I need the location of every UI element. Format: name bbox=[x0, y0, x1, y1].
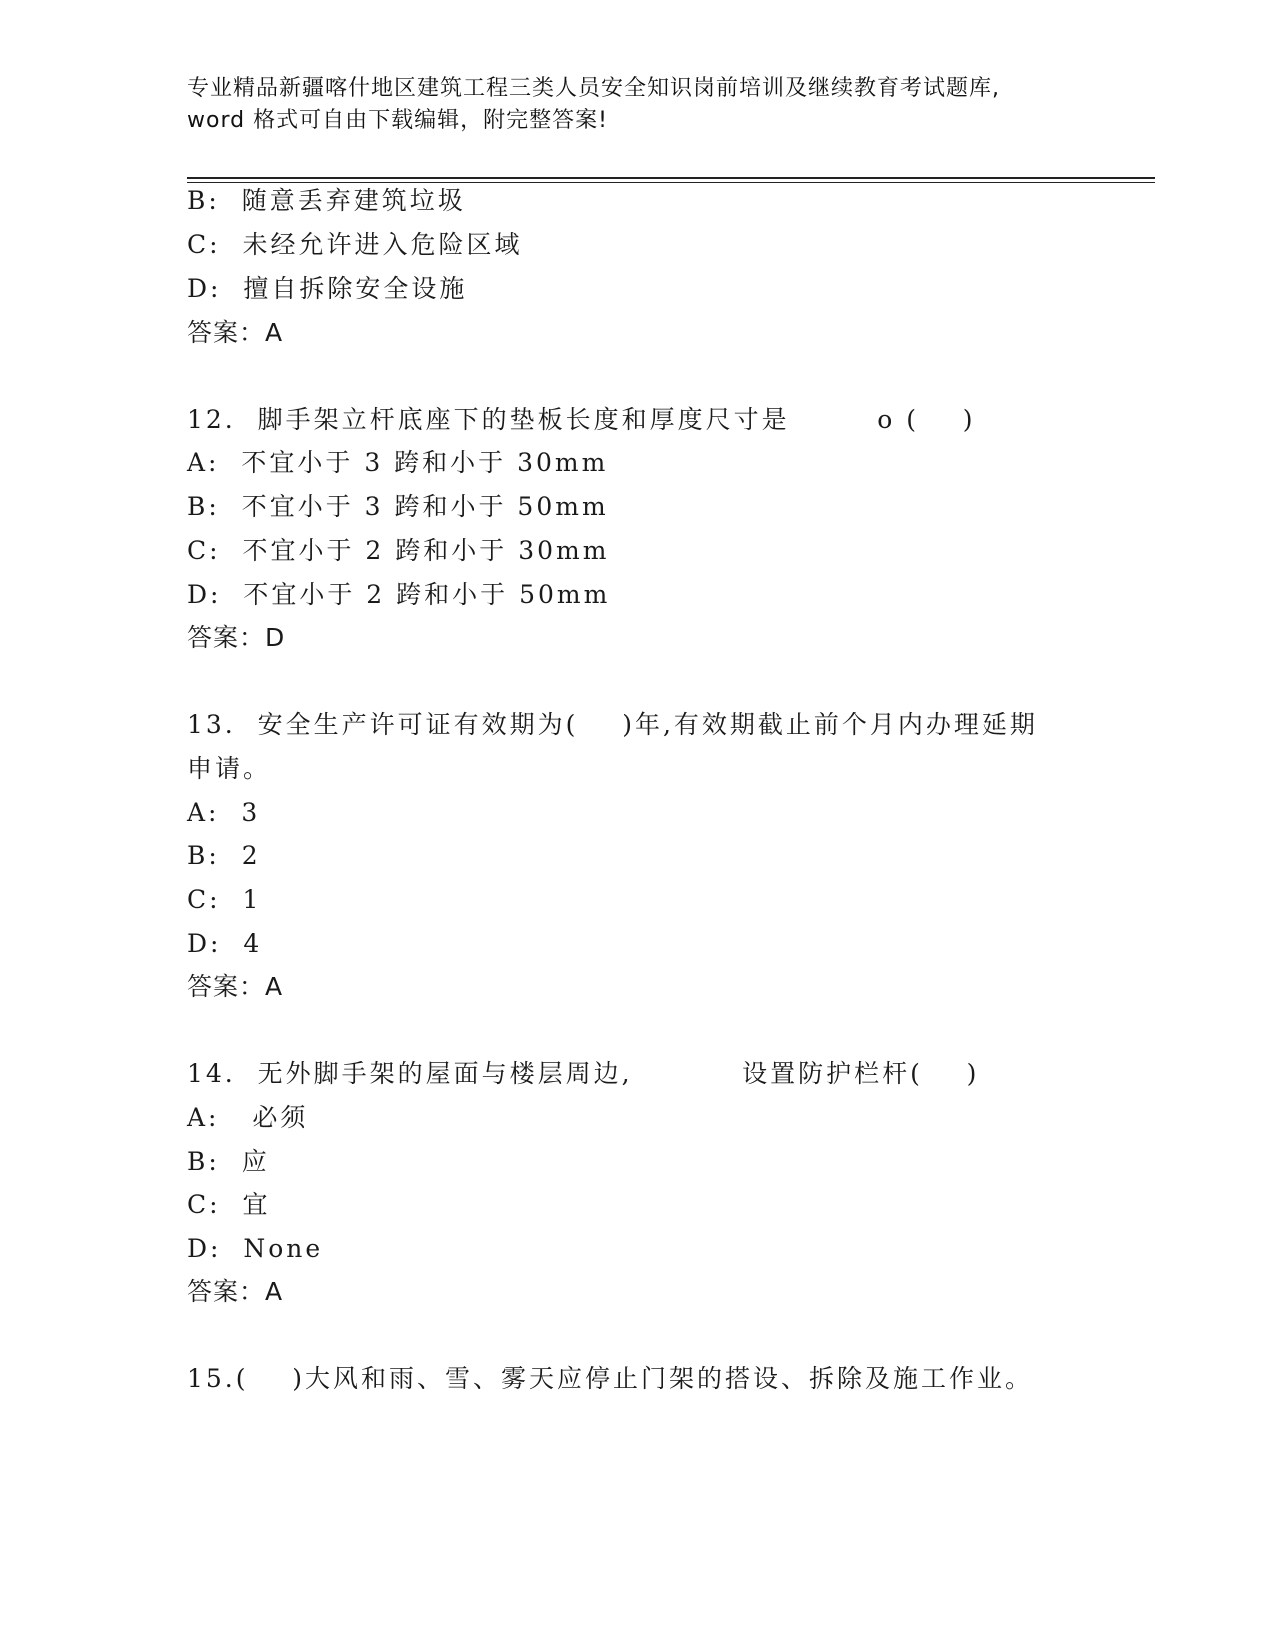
q15-stem: 15.( )大风和雨、雪、雾天应停止门架的搭设、拆除及施工作业。 bbox=[187, 1364, 1034, 1393]
q11-option-d: D: 擅自拆除安全设施 bbox=[187, 274, 468, 303]
header-divider-thick bbox=[187, 177, 1155, 179]
q13-stem-line-1: 13. 安全生产许可证有效期为( )年,有效期截止前个月内办理延期 bbox=[187, 710, 1038, 739]
q12-option-d: D: 不宜小于 2 跨和小于 50mm bbox=[187, 580, 611, 609]
q12-option-a: A: 不宜小于 3 跨和小于 30mm bbox=[187, 448, 609, 477]
q14-option-b: B: 应 bbox=[187, 1147, 270, 1176]
header-title-line-2: word 格式可自由下载编辑，附完整答案! bbox=[187, 108, 608, 133]
q13-option-d: D: 4 bbox=[187, 929, 263, 958]
q12-answer: 答案：D bbox=[187, 623, 286, 652]
q11-answer: 答案：A bbox=[187, 318, 284, 347]
q13-option-c: C: 1 bbox=[187, 885, 262, 914]
q12-stem: 12. 脚手架立杆底座下的垫板长度和厚度尺寸是 o ( ) bbox=[187, 405, 976, 434]
q12-option-c: C: 不宜小于 2 跨和小于 30mm bbox=[187, 536, 610, 565]
q11-option-b: B: 随意丢弃建筑垃圾 bbox=[187, 186, 466, 215]
document-header bbox=[187, 73, 1087, 137]
header-divider-thin bbox=[187, 182, 1155, 183]
q14-stem: 14. 无外脚手架的屋面与楼层周边, 设置防护栏杆( ) bbox=[187, 1059, 980, 1088]
q13-answer: 答案：A bbox=[187, 972, 284, 1001]
q11-option-c: C: 未经允许进入危险区域 bbox=[187, 230, 523, 259]
q14-option-d: D: None bbox=[187, 1234, 324, 1263]
q12-option-b: B: 不宜小于 3 跨和小于 50mm bbox=[187, 492, 609, 521]
q14-answer: 答案：A bbox=[187, 1277, 284, 1306]
q13-stem-line-2: 申请。 bbox=[187, 754, 272, 783]
q14-option-c: C: 宜 bbox=[187, 1190, 271, 1219]
q14-option-a: A: 必须 bbox=[187, 1103, 309, 1132]
header-title-line-1: 专业精品新疆喀什地区建筑工程三类人员安全知识岗前培训及继续教育考试题库, bbox=[187, 76, 1000, 101]
q13-option-a: A: 3 bbox=[187, 798, 261, 827]
q13-option-b: B: 2 bbox=[187, 841, 261, 870]
